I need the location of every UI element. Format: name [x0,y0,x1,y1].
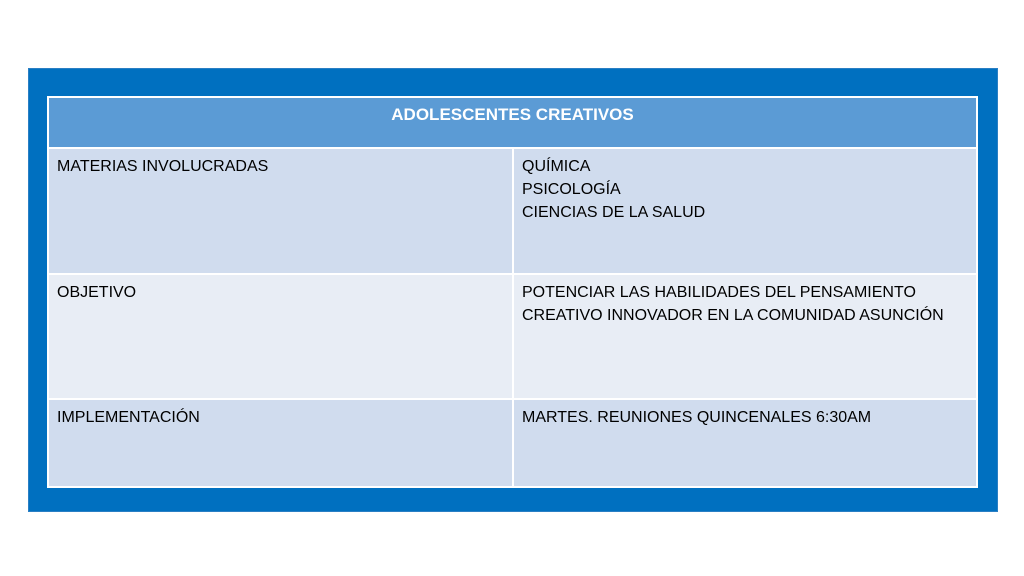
table-row [48,399,977,487]
value-line: MARTES. REUNIONES QUINCENALES 6:30AM [522,409,872,426]
row-value-objetivo [513,274,977,399]
info-table [47,96,978,488]
value-line: CREATIVO INNOVADOR EN LA COMUNIDAD ASUNCIÓN [522,307,944,324]
slide-frame [28,68,998,512]
value-line: PSICOLOGÍA [522,181,621,198]
row-value-materias [513,148,977,274]
row-label-materias: MATERIAS INVOLUCRADAS [48,148,513,274]
table-row [48,274,977,399]
table-header-row [48,97,977,148]
row-value-implementacion [513,399,977,487]
row-label-objetivo: OBJETIVO [48,274,513,399]
table-row [48,148,977,274]
table-title: ADOLESCENTES CREATIVOS [48,97,977,148]
value-line: CIENCIAS DE LA SALUD [522,204,706,221]
value-line: QUÍMICA [522,158,591,175]
value-line: POTENCIAR LAS HABILIDADES DEL PENSAMIENTO [522,284,916,301]
row-label-implementacion: IMPLEMENTACIÓN [48,399,513,487]
